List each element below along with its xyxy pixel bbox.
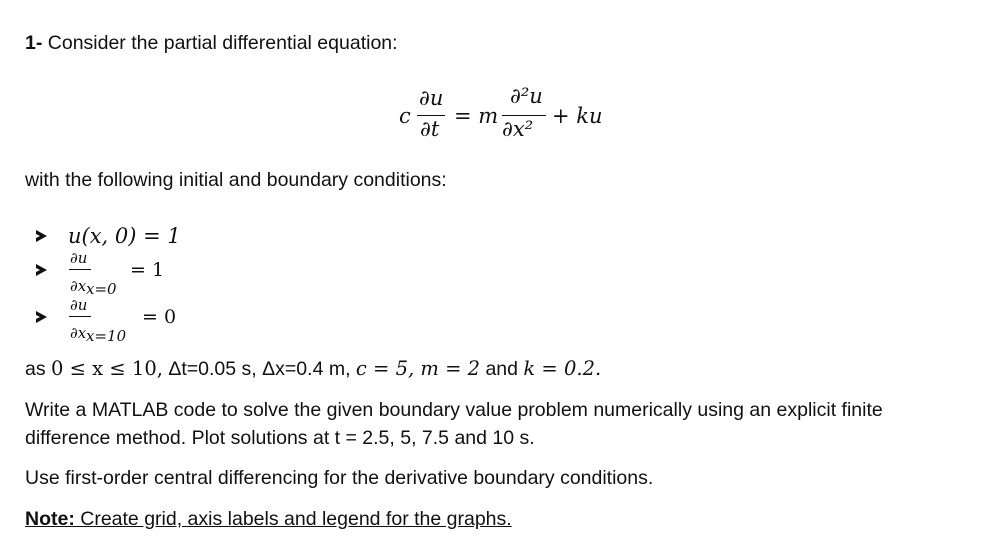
task-line-3: Use first-order central differencing for the derivative boundary conditions.: [25, 467, 654, 489]
task-line-1: Write a MATLAB code to solve the given boundary value problem numerically using an explicit finite: [25, 399, 883, 421]
task-line-2: difference method. Plot solutions at t = 2.5, 5, 7.5 and 10 s.: [25, 427, 535, 449]
params-and: and: [485, 358, 518, 380]
initial-condition: u(x, 0) = 1: [68, 224, 181, 248]
bc-left-fraction-bar: [69, 269, 91, 270]
pde-numerator-left: ∂u: [419, 86, 444, 110]
bc-right-numerator: ∂u: [70, 296, 88, 314]
bc-right-denominator: ∂x: [70, 324, 87, 342]
bc-left-subscript: x=0: [86, 280, 117, 298]
note-text: Create grid, axis labels and legend for the graphs.: [74, 508, 512, 530]
params-range: 0 ≤ x ≤ 10,: [51, 357, 163, 380]
problem-number: 1-: [25, 32, 43, 54]
problem-heading: [25, 31, 398, 55]
bc-left-rhs: = 1: [130, 259, 165, 281]
pde-coef-c: c: [399, 104, 411, 128]
parameters-line: [25, 357, 601, 381]
pde-equals-m: = m: [454, 104, 499, 128]
note-label: Note:: [25, 508, 75, 530]
bc-right-rhs: = 0: [142, 306, 177, 328]
params-as: as: [25, 358, 46, 380]
pde-denominator-left: ∂t: [420, 117, 440, 141]
pde-numerator-right: ∂²u: [510, 84, 543, 108]
params-dt: Δt=0.05 s,: [168, 358, 257, 380]
bc-right-subscript: x=10: [86, 327, 127, 345]
pde-denominator-right: ∂x²: [502, 117, 534, 141]
params-c-m: c = 5, m = 2: [355, 357, 481, 380]
params-k: k = 0.2.: [523, 357, 602, 380]
note-line: [25, 507, 512, 531]
bullet-arrow-icon: [36, 230, 47, 242]
pde-tail: + ku: [552, 104, 603, 128]
bc-left-numerator: ∂u: [70, 249, 88, 267]
bc-right-fraction-bar: [69, 316, 91, 317]
params-dx: Δx=0.4 m,: [262, 358, 351, 380]
problem-title: Consider the partial differential equation:: [47, 32, 398, 54]
conditions-intro: with the following initial and boundary conditions:: [25, 169, 447, 191]
bullet-arrow-icon: [36, 264, 47, 276]
bullet-arrow-icon: [36, 311, 47, 323]
bc-left-denominator: ∂x: [70, 277, 87, 295]
